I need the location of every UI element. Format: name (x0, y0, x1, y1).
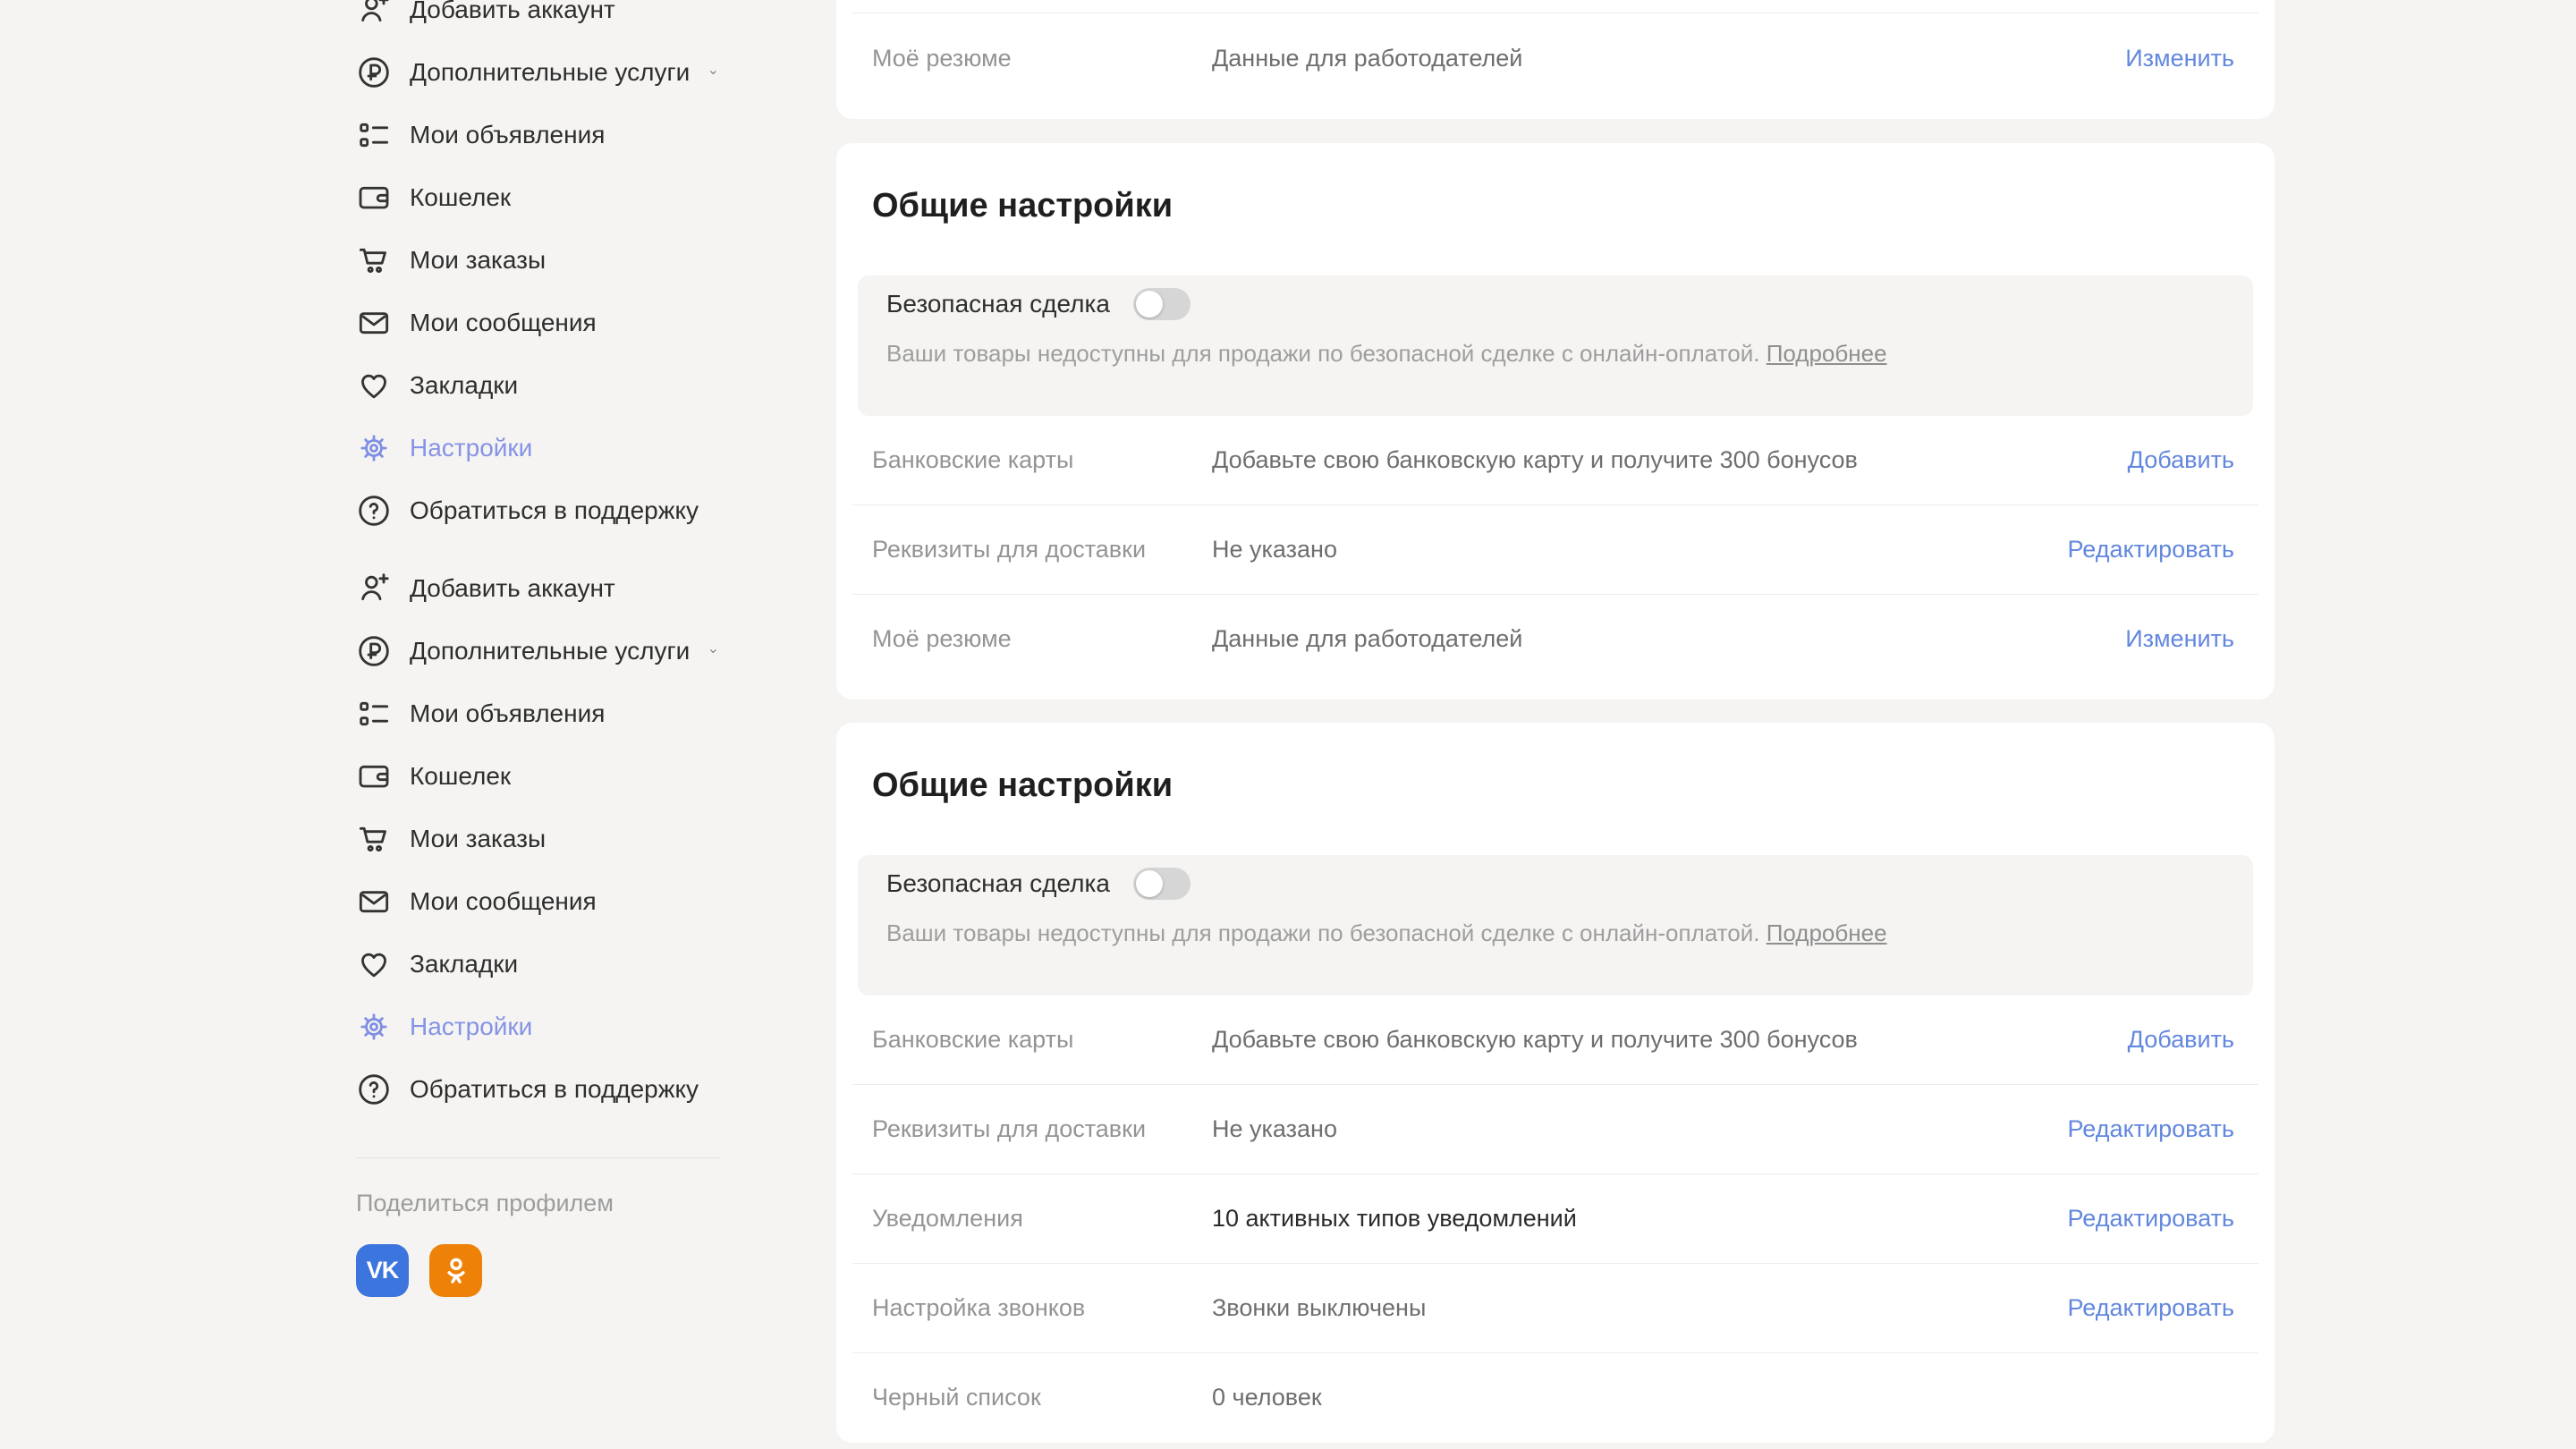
sidebar-item-label: Мои сообщения (410, 309, 597, 336)
edit-delivery-details-link[interactable]: Редактировать (2067, 1115, 2234, 1142)
row-value: 0 человек (1212, 1384, 1322, 1411)
share-profile-label: Поделиться профилем (356, 1190, 614, 1216)
safe-deal-toggle[interactable] (1133, 288, 1191, 320)
table-row (852, 996, 2258, 1084)
sidebar-item-label: Закладки (410, 950, 519, 978)
row-value: Данные для работодателей (1212, 44, 1523, 72)
edit-notifications-link[interactable]: Редактировать (2067, 1205, 2234, 1232)
sidebar-menu-block-1 (356, 0, 724, 542)
ok-share-button[interactable] (429, 1244, 482, 1297)
toggle-knob (1136, 870, 1163, 897)
gear-icon (356, 1009, 392, 1045)
toggle-knob (1136, 291, 1163, 318)
sidebar-item-label: Мои сообщения (410, 887, 597, 915)
sidebar-item-label: Обратиться в поддержку (410, 496, 699, 524)
safe-deal-box (858, 855, 2253, 996)
row-value: Данные для работодателей (1212, 625, 1523, 652)
row-label: Банковские карты (872, 446, 1074, 473)
sidebar-item-extra-services[interactable] (356, 620, 724, 682)
heart-icon (356, 368, 392, 403)
table-row (852, 1174, 2258, 1263)
sidebar-item-settings[interactable] (356, 996, 724, 1058)
sidebar-item-my-orders[interactable] (356, 808, 724, 870)
mail-icon (356, 884, 392, 919)
sidebar-item-label: Настройки (410, 1013, 533, 1040)
sidebar-item-label: Кошелек (410, 183, 512, 211)
ruble-icon (356, 55, 392, 90)
safe-deal-description-text: Ваши товары недоступны для продажи по безопасной сделке с онлайн-оплатой. (886, 919, 1760, 946)
table-row (852, 13, 2258, 103)
sidebar-item-my-ads[interactable] (356, 104, 724, 166)
safe-deal-description (886, 340, 2224, 367)
sidebar-item-wallet[interactable] (356, 166, 724, 229)
row-label: Банковские карты (872, 1026, 1074, 1053)
section-title: Общие настройки (872, 187, 1174, 225)
sidebar-item-label: Мои заказы (410, 825, 547, 852)
row-value: Не указано (1212, 1115, 1337, 1142)
sidebar-item-label: Мои объявления (410, 699, 606, 727)
table-row (852, 504, 2258, 594)
chevron-down-icon (708, 638, 719, 665)
profile-settings-card-partial (836, 0, 2275, 119)
sidebar-item-label: Мои заказы (410, 246, 547, 274)
safe-deal-description (886, 919, 2224, 946)
sidebar-item-my-messages[interactable] (356, 870, 724, 933)
safe-deal-description-text: Ваши товары недоступны для продажи по безопасной сделке с онлайн-оплатой. (886, 340, 1760, 367)
listings-icon (356, 117, 392, 153)
sidebar-menu-block-2 (356, 557, 724, 1121)
safe-deal-label: Безопасная сделка (886, 869, 1110, 897)
add-account-icon (356, 571, 392, 606)
table-row (852, 416, 2258, 504)
safe-deal-more-link[interactable]: Подробнее (1766, 919, 1887, 946)
row-label: Настройка звонков (872, 1294, 1086, 1321)
row-label: Уведомления (872, 1205, 1023, 1232)
sidebar-item-label: Добавить аккаунт (410, 0, 615, 23)
table-row (852, 1084, 2258, 1174)
sidebar-item-my-orders[interactable] (356, 229, 724, 292)
row-value: 10 активных типов уведомлений (1212, 1205, 1577, 1232)
sidebar-item-add-account[interactable] (356, 557, 724, 620)
card-cutoff-filler (836, 0, 2275, 13)
edit-calls-settings-link[interactable]: Редактировать (2067, 1294, 2234, 1321)
add-bank-card-link[interactable]: Добавить (2127, 446, 2234, 473)
table-row (852, 594, 2258, 683)
sidebar-item-label: Мои объявления (410, 121, 606, 148)
wallet-icon (356, 180, 392, 216)
sidebar-item-label: Дополнительные услуги (410, 637, 691, 665)
sidebar-item-bookmarks[interactable] (356, 933, 724, 996)
edit-resume-link[interactable]: Изменить (2125, 625, 2234, 652)
add-bank-card-link[interactable]: Добавить (2127, 1026, 2234, 1053)
general-settings-card-1 (836, 143, 2275, 699)
table-row (852, 1263, 2258, 1352)
safe-deal-more-link[interactable]: Подробнее (1766, 340, 1887, 367)
row-value: Добавьте свою банковскую карту и получите 300 бонусов (1212, 1026, 1858, 1053)
sidebar-item-label: Настройки (410, 434, 533, 462)
edit-resume-link[interactable]: Изменить (2125, 44, 2234, 72)
sidebar-item-label: Дополнительные услуги (410, 58, 691, 86)
row-value: Добавьте свою банковскую карту и получите 300 бонусов (1212, 446, 1858, 473)
row-label: Моё резюме (872, 625, 1012, 652)
sidebar-item-support[interactable] (356, 1058, 724, 1121)
row-label: Черный список (872, 1384, 1041, 1411)
wallet-icon (356, 758, 392, 794)
share-social-row (356, 1244, 724, 1297)
sidebar-divider (356, 1157, 721, 1158)
section-title: Общие настройки (872, 767, 1174, 804)
row-label: Моё резюме (872, 44, 1012, 72)
question-icon (356, 1072, 392, 1107)
row-label: Реквизиты для доставки (872, 536, 1147, 563)
sidebar-item-support[interactable] (356, 479, 724, 542)
safe-deal-box (858, 275, 2253, 416)
general-settings-card-2 (836, 723, 2275, 1443)
vk-share-button[interactable] (356, 1244, 409, 1297)
sidebar-item-label: Обратиться в поддержку (410, 1075, 699, 1103)
row-value: Не указано (1212, 536, 1337, 563)
sidebar-item-add-account[interactable] (356, 0, 724, 41)
question-icon (356, 493, 392, 529)
heart-icon (356, 946, 392, 982)
vk-icon: VK (366, 1257, 399, 1284)
sidebar-item-my-ads[interactable] (356, 682, 724, 745)
sidebar-item-label: Кошелек (410, 762, 512, 790)
listings-icon (356, 696, 392, 732)
sidebar-item-my-messages[interactable] (356, 292, 724, 354)
safe-deal-toggle[interactable] (1133, 868, 1191, 900)
chevron-down-icon (708, 59, 719, 86)
ok-icon (438, 1253, 474, 1289)
sidebar-item-settings[interactable] (356, 417, 724, 479)
cart-icon (356, 821, 392, 857)
sidebar (356, 0, 724, 1297)
add-account-icon (356, 0, 392, 28)
cart-icon (356, 242, 392, 278)
sidebar-item-label: Добавить аккаунт (410, 574, 615, 602)
edit-delivery-details-link[interactable]: Редактировать (2067, 536, 2234, 563)
sidebar-item-bookmarks[interactable] (356, 354, 724, 417)
table-row (852, 1352, 2258, 1442)
row-label: Реквизиты для доставки (872, 1115, 1147, 1142)
sidebar-item-extra-services[interactable] (356, 41, 724, 104)
gear-icon (356, 430, 392, 466)
ruble-icon (356, 633, 392, 669)
mail-icon (356, 305, 392, 341)
safe-deal-label: Безопасная сделка (886, 290, 1110, 318)
sidebar-item-wallet[interactable] (356, 745, 724, 808)
row-value: Звонки выключены (1212, 1294, 1427, 1321)
sidebar-item-label: Закладки (410, 371, 519, 399)
